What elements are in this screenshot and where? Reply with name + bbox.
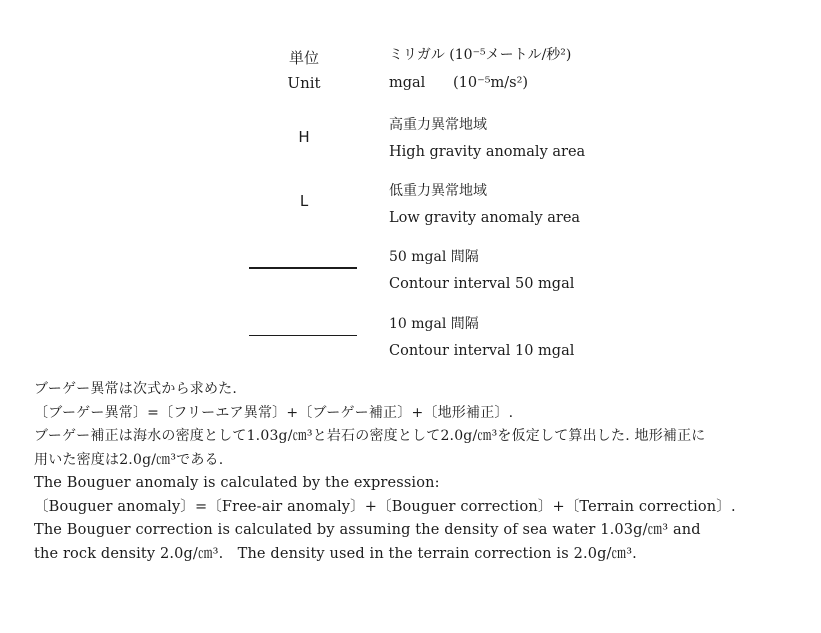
contour-10-line-sample	[249, 335, 357, 336]
unit-label-en: Unit	[287, 74, 321, 92]
contour-50-line-sample	[249, 267, 357, 269]
high-symbol: H	[298, 128, 310, 146]
high-desc-ja: 高重力異常地域	[389, 117, 487, 133]
high-desc-en: High gravity anomaly area	[389, 144, 586, 160]
note-ja-line: ブーゲー補正は海水の密度として1.03g/㎝³と岩石の密度として2.0g/㎝³を仮定して算出した. 地形補正に	[34, 428, 706, 444]
note-ja-line: 〔ブーゲー異常〕=〔フリーエア異常〕+〔ブーゲー補正〕+〔地形補正〕.	[34, 404, 514, 421]
note-en-line: The Bouguer anomaly is calculated by the expression:	[34, 475, 440, 491]
note-ja-line: ブーゲー異常は次式から求めた.	[34, 381, 238, 397]
contour10-desc-ja: 10 mgal 間隔	[389, 316, 479, 332]
low-desc-en: Low gravity anomaly area	[389, 210, 581, 226]
note-en-line: the rock density 2.0g/㎝³. The density used in the terrain correction is 2.0g/㎝³.	[34, 545, 637, 562]
note-ja-line: 用いた密度は2.0g/㎝³である.	[34, 451, 224, 468]
low-desc-ja: 低重力異常地域	[389, 183, 487, 199]
unit-label-ja: 単位	[288, 49, 319, 67]
note-en-line: The Bouguer correction is calculated by assuming the density of sea water 1.03g/㎝³ and	[34, 522, 701, 538]
contour50-desc-en: Contour interval 50 mgal	[389, 276, 575, 292]
contour10-desc-en: Contour interval 10 mgal	[389, 343, 575, 359]
bouguer-note	[34, 378, 794, 566]
unit-desc-en: mgal (10⁻⁵m/s²)	[389, 75, 529, 91]
unit-desc-ja: ミリガル (10⁻⁵メートル/秒²)	[389, 47, 572, 63]
note-en-line: 〔Bouguer anomaly〕=〔Free-air anomaly〕+〔Bouguer correction〕+〔Terrain correction〕.	[34, 498, 736, 515]
contour50-desc-ja: 50 mgal 間隔	[389, 249, 479, 265]
low-symbol: L	[299, 192, 309, 210]
